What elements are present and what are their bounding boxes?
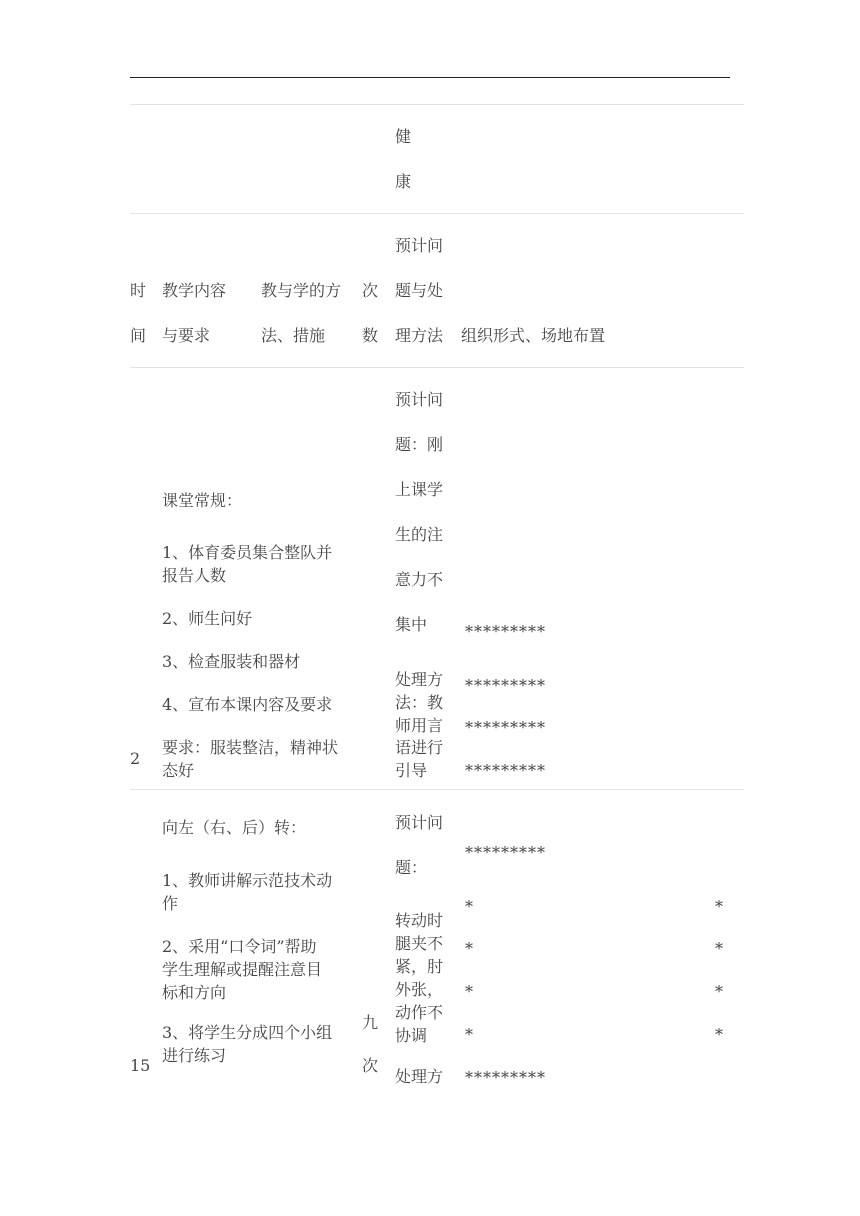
problem-text: 法：教: [395, 693, 444, 712]
content-item: 进行练习: [162, 1046, 227, 1065]
header-org: 组织形式、场地布置: [461, 326, 606, 345]
problem-text: 紧，肘: [395, 957, 444, 976]
header-method-1: 教与学的方: [261, 281, 342, 300]
problem-text: 转动时: [395, 911, 444, 930]
header-content-2: 与要求: [162, 326, 211, 345]
problem-text: 腿夹不: [395, 934, 444, 953]
header-method-2: 法、措施: [261, 326, 326, 345]
row-divider: [130, 367, 744, 368]
content-item: 报告人数: [162, 566, 227, 585]
formation-stars: *********: [465, 761, 546, 780]
content-item: 学生理解或提醒注意目: [162, 960, 323, 979]
header-problem-3: 理方法: [395, 326, 444, 345]
content-title: 课堂常规：: [162, 491, 243, 510]
content-item: 要求：服装整洁，精神状: [162, 738, 339, 757]
header-count-1: 次: [362, 281, 379, 300]
formation-stars: *********: [465, 843, 546, 862]
formation-star-left: *: [465, 982, 474, 1001]
problem-text: 预计问: [395, 390, 444, 409]
problem-text: 生的注: [395, 525, 444, 544]
problem-text: 处理方: [395, 1067, 444, 1086]
row-divider: [130, 104, 744, 105]
problem-text: 引导: [395, 761, 428, 780]
formation-star-right: *: [715, 982, 724, 1001]
header-time-2: 间: [130, 326, 147, 345]
content-item: 3、检查服装和器材: [162, 652, 301, 671]
formation-star-right: *: [715, 1025, 724, 1044]
header-rule: [130, 77, 730, 78]
header-time-1: 时: [130, 281, 147, 300]
header-content-1: 教学内容: [162, 281, 227, 300]
problem-text: 语进行: [395, 738, 444, 757]
problem-text: 题：: [395, 858, 428, 877]
content-item: 标和方向: [162, 983, 227, 1002]
problem-text: 师用言: [395, 716, 444, 735]
formation-star-left: *: [465, 1025, 474, 1044]
time-value: 15: [130, 1056, 151, 1075]
problem-text: 上课学: [395, 480, 444, 499]
header-problem-1: 预计问: [395, 236, 444, 255]
header-problem-2: 题与处: [395, 281, 444, 300]
formation-stars: *********: [465, 676, 546, 695]
formation-stars: *********: [465, 1068, 546, 1087]
formation-star-right: *: [715, 897, 724, 916]
content-item: 2、采用“口令词”帮助: [162, 937, 317, 956]
formation-stars: *********: [465, 718, 546, 737]
problem-text: 外张，: [395, 980, 444, 999]
formation-stars: *********: [465, 622, 546, 641]
problem-text: 预计问: [395, 813, 444, 832]
content-item: 1、教师讲解示范技术动: [162, 871, 333, 890]
row-divider: [130, 789, 744, 790]
formation-star-left: *: [465, 897, 474, 916]
count-value: 九: [362, 1013, 379, 1032]
content-item: 2、师生问好: [162, 609, 253, 628]
content-item: 4、宣布本课内容及要求: [162, 695, 333, 714]
header-count-2: 数: [362, 326, 379, 345]
time-value: 2: [130, 749, 141, 768]
content-item: 3、将学生分成四个小组: [162, 1023, 333, 1042]
problem-text: 协调: [395, 1026, 428, 1045]
problem-text: 意力不: [395, 570, 444, 589]
problem-text: 集中: [395, 615, 428, 634]
formation-star-left: *: [465, 939, 474, 958]
problem-text: 动作不: [395, 1003, 444, 1022]
row-divider: [130, 213, 744, 214]
content-item: 1、体育委员集合整队并: [162, 543, 333, 562]
problem-text: 处理方: [395, 670, 444, 689]
health-char-1: 健: [395, 127, 412, 146]
formation-star-right: *: [715, 939, 724, 958]
problem-text: 题：刚: [395, 435, 444, 454]
content-item: 作: [162, 894, 179, 913]
count-value: 次: [362, 1056, 379, 1075]
content-item: 态好: [162, 761, 195, 780]
health-char-2: 康: [395, 172, 412, 191]
content-title: 向左（右、后）转：: [162, 818, 307, 837]
